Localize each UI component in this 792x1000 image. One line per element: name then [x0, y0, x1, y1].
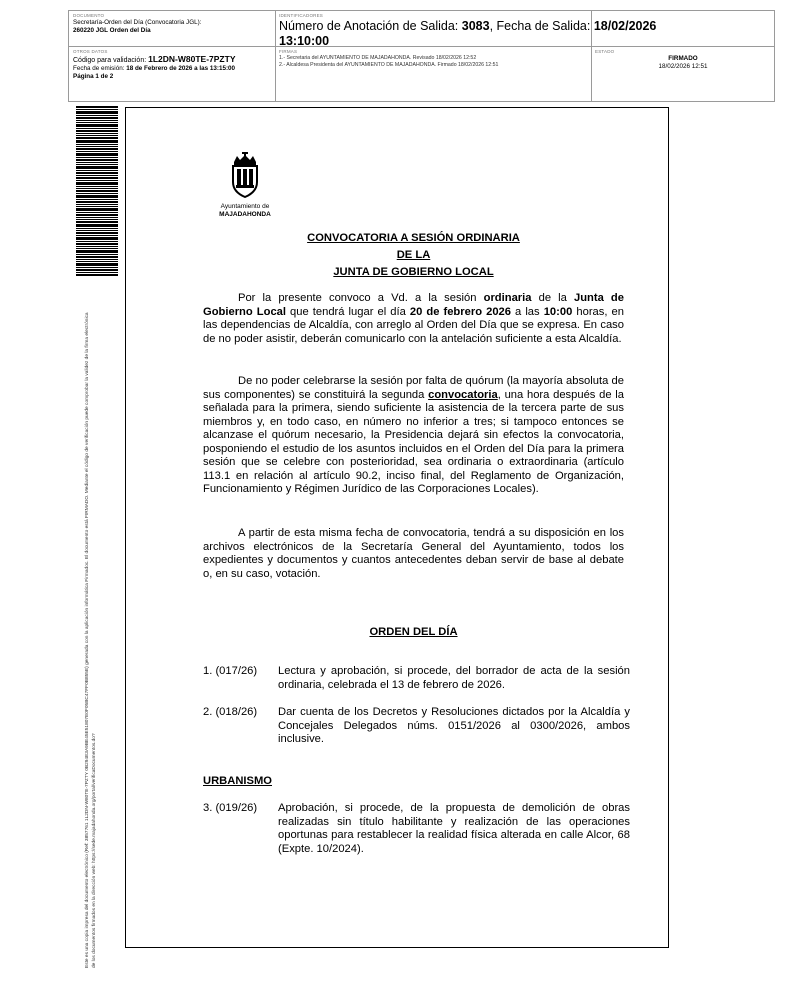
- agenda-item-text: Lectura y aprobación, si procede, del borrador de acta de la sesión ordinaria, celebrada el 13 de febrero de 2026.: [278, 665, 630, 691]
- estado-value: FIRMADO: [668, 55, 698, 62]
- section-urbanismo: URBANISMO: [203, 775, 272, 787]
- estado-cell: [591, 47, 775, 102]
- firmas-cell: [275, 47, 591, 102]
- codigo-validacion: Código para validación: 1L2DN-W80TE-7PZTY: [73, 54, 236, 64]
- agenda-item-1: [203, 665, 630, 695]
- agenda-item-text: Dar cuenta de los Decretos y Resoluciones dictados por la Alcaldía y Concejales Delegados núms. 0151/2026 al 0300/2026, ambos inclusive.: [278, 706, 630, 745]
- identificadores-label: IDENTIFICADORES: [279, 13, 324, 18]
- identificadores-cell: [275, 11, 776, 46]
- paragraph-quorum: De no poder celebrarse la sesión por falta de quórum (la mayoría absoluta de sus componentes) se constituirá la segunda convocatoria, una hora después de la señalada para la primera, siendo suficiente la asistencia de la tercera parte de sus miembros y, en todo caso, en número no inferior a tres; si tampoco entonces se alcanzase el quórum necesario, la Presidencia dejará sin efectos la convocatoria, posponiendo el estudio de los asuntos incluidos en el Orden del Día para la primera sesión que se celebre con posterioridad, sea ordinaria o extraordinaria (artículo 113.1 en relación al artículo 90.2, inciso final, del Reglamento de Organización, Funcionamiento y Régimen Jurídico de las Corporaciones Locales).: [203, 375, 625, 495]
- verification-side-note: Este es una copia impresa del documento electrónico (Ref: 3857761 1L2DN-W80TE-7PZTY 0B294E3A9BE45E51807E0F05BC47FF0B855E) generada con la aplicación informática Firmadoc. El documento está FIRMADO. Mediante el código de verificación puede comprobar la validez de la firma electrónica de los documentos firmados en la dirección web: https://sede.majadahonda.org/portal/verificaDocumentos.do?: [85, 312, 97, 968]
- agenda-item-text: Aprobación, si procede, de la propuesta de demolición de obras realizadas sin título habilitante y realización de las operaciones oportunas para restablecer la realidad física alterada en calle Alcor, 68 (Expte. 10/2024).: [278, 802, 630, 855]
- agenda-item-number: 3. (019/26): [203, 802, 258, 814]
- municipality-logo: [210, 152, 280, 222]
- anotacion-number: 3083: [461, 19, 490, 33]
- fecha-emision: Fecha de emisión: 18 de Febrero de 2026 a las 13:15:00: [73, 65, 236, 72]
- anotacion-line: Número de Anotación de Salida: 3083, Fecha de Salida: 18/02/2026: [279, 19, 657, 33]
- hora-salida: 13:10:00: [279, 34, 330, 48]
- estado-fecha: 18/02/2026 12:51: [658, 63, 708, 70]
- agenda-item-number: 2. (018/26): [203, 706, 258, 718]
- logo-line1: Ayuntamiento de: [220, 203, 270, 210]
- coat-of-arms-icon: [228, 152, 262, 198]
- fecha-salida: 18/02/2026: [593, 19, 657, 33]
- codigo-value: 1L2DN-W80TE-7PZTY: [148, 54, 236, 64]
- barcode: [76, 106, 118, 276]
- page-count: Página 1 de 2: [73, 73, 114, 80]
- paragraph-documentacion: A partir de esta misma fecha de convocatoria, tendrá a su disposición en los archivos electrónicos de la Secretaría General del Ayuntamiento, todos los expedientes y documentos y cuantos antecedentes deban servir de base al debate o, en su caso, votación.: [203, 527, 624, 580]
- firmas-label: FIRMAS: [279, 49, 298, 54]
- title-line3: JUNTA DE GOBIERNO LOCAL: [333, 266, 494, 278]
- paragraph-convocatoria: Por la presente convoco a Vd. a la sesión ordinaria de la Junta de Gobierno Local que tendrá lugar el día 20 de febrero 2026 a las 10:00 horas, en las dependencias de Alcaldía, con arreglo al Orden del Día que se expresa. En caso de no poder asistir, deberán comunicarlo con la antelación suficiente a esta Alcaldía.: [203, 292, 624, 345]
- logo-line2: MAJADAHONDA: [219, 210, 271, 218]
- documento-label: DOCUMENTO: [73, 13, 105, 18]
- agenda-item-2: [203, 706, 630, 751]
- orden-del-dia-heading: ORDEN DEL DÍA: [369, 626, 458, 638]
- agenda-item-3: [203, 802, 630, 860]
- title-line1: CONVOCATORIA A SESIÓN ORDINARIA: [307, 232, 520, 244]
- otros-label: OTROS DATOS: [73, 49, 108, 54]
- estado-label: ESTADO: [595, 49, 615, 54]
- document-header: [68, 10, 775, 102]
- agenda-item-number: 1. (017/26): [203, 665, 258, 677]
- title-line2: DE LA: [396, 249, 431, 261]
- documento-line2: 260220 JGL Orden del Día: [73, 27, 151, 34]
- firma-2: 2.- Alcaldesa Presidenta del AYUNTAMIENTO DE MAJADAHONDA. Firmado 18/02/2026 12:51: [279, 62, 499, 68]
- firma-1: 1.- Secretaria del AYUNTAMIENTO DE MAJADAHONDA. Revisado 18/02/2026 12:52: [279, 55, 477, 61]
- documento-cell: [69, 11, 275, 46]
- otros-datos-cell: [69, 47, 275, 102]
- documento-line1: Secretaría-Orden del Día (Convocatoria JGL):: [73, 19, 202, 26]
